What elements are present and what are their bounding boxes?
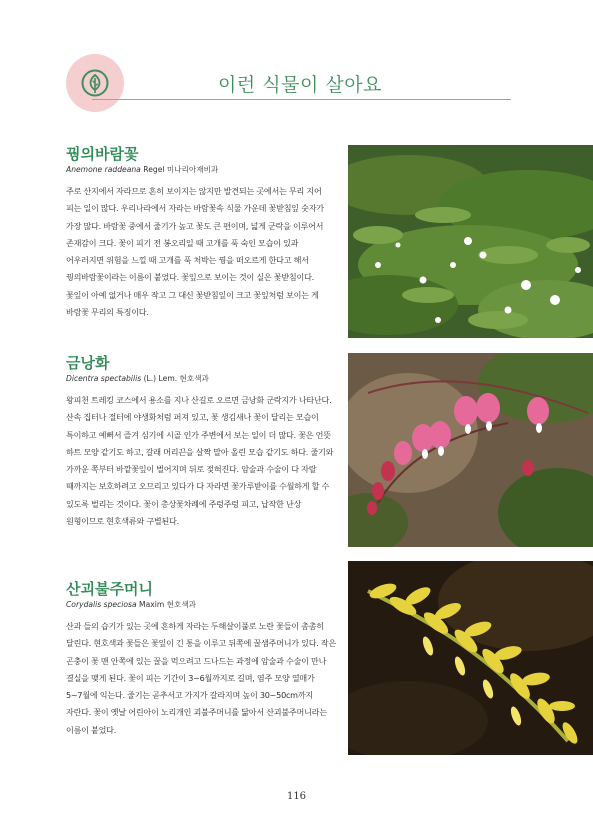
plant-description: 왕피천 트레킹 코스에서 용소를 지나 산길로 오르면 금낭화 군락지가 나타난다. 산속 집터나 절터에 야생화처럼 퍼져 있고, 꽃 생김새나 꽃이 달리는 모습이 특이하고 예뻐서 즐겨 심기에 시골 인가 주변에서 보는 일이 더 많다. 꽃은 언뜻 하트 모양 같기도 하고, 갈래 머리끈을 살짝 말아 올린 모습 같기도 하다. 줄기와 가까운 쪽부터 바깥꽃잎이 벌어지며 뒤로 젖혀진다. 암술과 수술이 다 자랄 때까지는 보호하려고 오므리고 있다가 다 자라면 꽃가루받이를 수월하게 할 수 있도록 벌리는 것이다. 꽃이 총상꽃차례에 주렁주렁 피고, 납작한 난상 원형이므로 현호색류와 구별된다. — [66, 395, 334, 527]
plant-description: 주로 산지에서 자라므로 흔히 보이지는 않지만 발견되는 곳에서는 무리 지어 피는 일이 많다. 우리나라에서 자라는 바람꽃속 식물 가운데 꽃받침잎 숫자가 가장 많다. 바람꽃 중에서 줄기가 높고 꽃도 큰 편이며, 넓게 군락을 이루어서 존재감이 크다. 꽃이 피기 전 봉오리일 때 고개를 푹 숙인 모습이 있과 어우러지면 위험을 느낄 때 고개를 푹 처박는 꿩을 떠오르게 한다고 해서 꿩의바람꽃이라는 이름이 붙었다. 꽃잎으로 보이는 것이 실은 꽃받침이다. 꽃잎이 아예 없거나 매우 작고 그 대신 꽃받침잎이 크고 꽃잎처럼 보이는 게 바람꽃 무리의 특징이다. — [66, 186, 324, 318]
author-family: Maxim 현호색과 — [139, 600, 197, 609]
photo-anemone — [348, 145, 593, 338]
photo-bleeding-heart — [348, 353, 593, 547]
plant-section-bleeding-heart — [66, 354, 338, 530]
plant-scientific-name — [66, 165, 338, 175]
plant-description: 산과 들의 습기가 있는 곳에 흔하게 자라는 두해살이풀로 노란 꽃들이 촘촘히 달린다. 현호색과 꽃들은 꽃잎이 긴 통을 이루고 뒤쪽에 꿀샘주머니가 있다. 작은 곤충이 꽃 맨 안쪽에 있는 꿀을 먹으려고 드나드는 과정에 암술과 수술이 만나 결실을 맺게 된다. 꽃이 피는 기간이 3~6월까지로 길며, 염주 모양 열매가 5~7월에 익는다. 줄기는 곧추서고 가지가 갈라지며 높이 30~50cm까지 자란다. 꽃이 옛날 어린아이 노리개인 괴불주머니를 닮아서 산괴불주머니라는 이름이 붙었다. — [66, 621, 337, 735]
plant-scientific-name — [66, 374, 338, 384]
plant-name: 꿩의바람꽃 — [66, 145, 139, 163]
title-underline — [92, 99, 511, 100]
plant-section-corydalis — [66, 580, 338, 739]
author-family: Regel 미나리아재비과 — [143, 165, 219, 174]
latin-name: Dicentra spectabilis — [66, 374, 142, 383]
plant-name: 금낭화 — [66, 354, 110, 372]
latin-name: Anemone raddeana — [66, 165, 141, 174]
leaf-icon — [80, 68, 110, 98]
plant-name: 산괴불주머니 — [66, 580, 153, 598]
photo-corydalis — [348, 561, 593, 755]
plant-section-anemone — [66, 145, 338, 321]
plant-scientific-name — [66, 600, 338, 610]
page-number: 116 — [286, 791, 307, 802]
author-family: (L.) Lem. 현호색과 — [143, 374, 209, 383]
latin-name: Corydalis speciosa — [66, 600, 137, 609]
header-icon-circle — [66, 54, 124, 112]
page-title: 이런 식물이 살아요 — [218, 74, 382, 96]
